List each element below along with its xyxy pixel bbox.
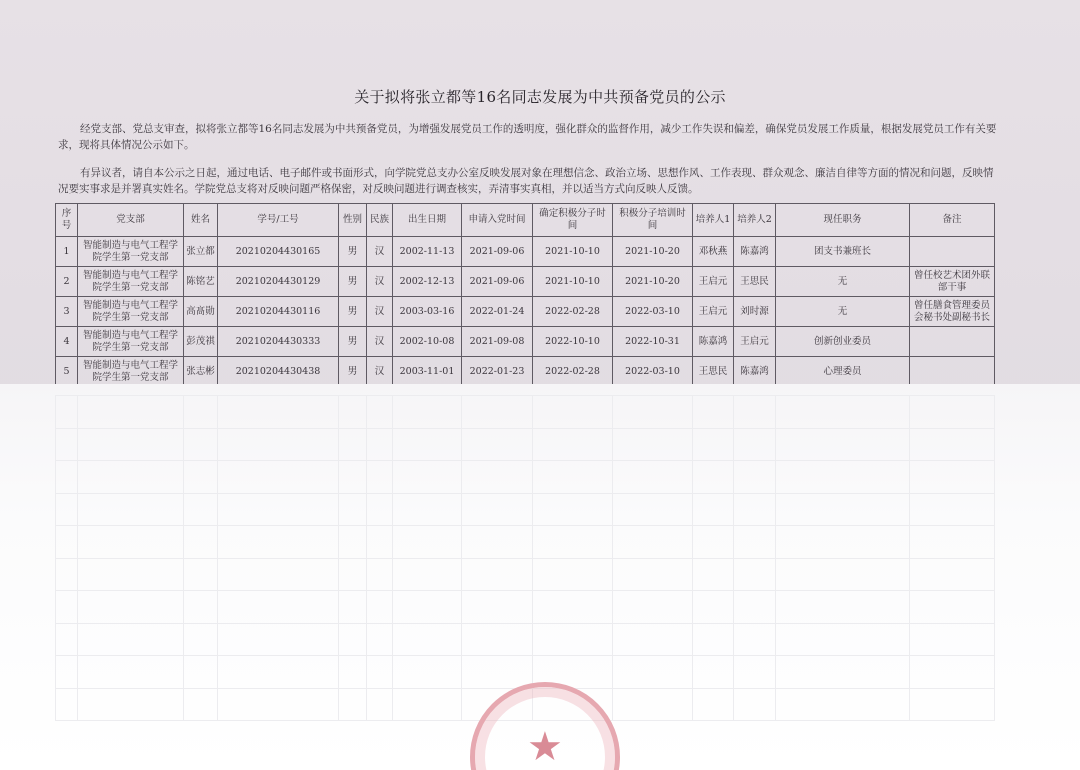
- faded-cell: [339, 526, 367, 559]
- cell-id: 20210204430116: [218, 297, 339, 327]
- faded-row: [56, 428, 995, 461]
- cell-gender: 男: [339, 237, 367, 267]
- faded-cell: [910, 688, 995, 721]
- cell-index: 5: [56, 357, 78, 387]
- cell-position: 团支书兼班长: [776, 237, 910, 267]
- faded-cell: [218, 591, 339, 624]
- faded-cell: [78, 526, 184, 559]
- cell-mentor1: 陈嘉鸿: [693, 327, 734, 357]
- faded-cell: [56, 526, 78, 559]
- faded-cell: [693, 428, 734, 461]
- faded-cell: [910, 493, 995, 526]
- cell-training-date: 2021-10-20: [613, 267, 693, 297]
- cell-birthdate: 2003-11-01: [393, 357, 462, 387]
- faded-cell: [184, 688, 218, 721]
- cell-activist-date: 2022-10-10: [533, 327, 613, 357]
- faded-cell: [776, 428, 910, 461]
- cell-ethnicity: 汉: [367, 357, 393, 387]
- faded-cell: [339, 461, 367, 494]
- faded-cell: [339, 688, 367, 721]
- cell-ethnicity: 汉: [367, 237, 393, 267]
- faded-cell: [776, 623, 910, 656]
- faded-cell: [734, 558, 776, 591]
- cell-activist-date: 2022-02-28: [533, 297, 613, 327]
- faded-cell: [184, 623, 218, 656]
- faded-cell: [78, 623, 184, 656]
- faded-cell: [78, 656, 184, 689]
- faded-row: [56, 591, 995, 624]
- candidate-table: [55, 203, 995, 387]
- faded-cell: [339, 428, 367, 461]
- faded-cell: [393, 688, 462, 721]
- faded-cell: [78, 591, 184, 624]
- cell-apply-date: 2021-09-06: [462, 237, 533, 267]
- faded-cell: [339, 558, 367, 591]
- faded-cell: [693, 656, 734, 689]
- faded-cell: [393, 526, 462, 559]
- cell-branch: 智能制造与电气工程学院学生第一党支部: [78, 357, 184, 387]
- faded-cell: [218, 428, 339, 461]
- cell-training-date: 2022-10-31: [613, 327, 693, 357]
- faded-cell: [462, 461, 533, 494]
- faded-cell: [393, 428, 462, 461]
- faded-cell: [776, 396, 910, 429]
- table-row: [56, 267, 995, 297]
- cell-remarks: [910, 327, 995, 357]
- faded-cell: [367, 591, 393, 624]
- cell-branch: 智能制造与电气工程学院学生第一党支部: [78, 267, 184, 297]
- faded-cell: [218, 623, 339, 656]
- faded-cell: [910, 623, 995, 656]
- cell-index: 4: [56, 327, 78, 357]
- cell-mentor1: 王启元: [693, 267, 734, 297]
- cell-training-date: 2022-03-10: [613, 357, 693, 387]
- intro-paragraph: 经党支部、党总支审查，拟将张立都等16名同志发展为中共预备党员，为增强发展党员工作的透明度，强化群众的监督作用，减少工作失误和偏差，确保党员发展工作质量，根据发展党员工作有关要求，现将具体情况公示如下。: [58, 123, 997, 151]
- cell-apply-date: 2021-09-06: [462, 267, 533, 297]
- header-ethnicity: 民族: [367, 204, 393, 237]
- cell-position: 无: [776, 267, 910, 297]
- faded-cell: [393, 493, 462, 526]
- faded-cell: [462, 526, 533, 559]
- faded-cell: [78, 428, 184, 461]
- faded-cell: [613, 428, 693, 461]
- faded-cell: [734, 461, 776, 494]
- faded-cell: [910, 396, 995, 429]
- faded-cell: [734, 623, 776, 656]
- faded-cell: [776, 558, 910, 591]
- faded-cell: [613, 526, 693, 559]
- faded-table-lines: [55, 395, 995, 721]
- header-training-date: 积极分子培训时间: [613, 204, 693, 237]
- faded-cell: [462, 656, 533, 689]
- header-index: 序号: [56, 204, 78, 237]
- faded-cell: [56, 688, 78, 721]
- cell-position: 无: [776, 297, 910, 327]
- faded-cell: [734, 493, 776, 526]
- header-gender: 性别: [339, 204, 367, 237]
- faded-cell: [78, 688, 184, 721]
- faded-cell: [776, 493, 910, 526]
- faded-cell: [367, 688, 393, 721]
- header-branch: 党支部: [78, 204, 184, 237]
- faded-cell: [910, 558, 995, 591]
- faded-cell: [78, 493, 184, 526]
- faded-row: [56, 623, 995, 656]
- cell-birthdate: 2002-10-08: [393, 327, 462, 357]
- faded-cell: [533, 396, 613, 429]
- faded-cell: [776, 656, 910, 689]
- faded-cell: [462, 623, 533, 656]
- faded-cell: [367, 461, 393, 494]
- cell-name: 陈铭艺: [184, 267, 218, 297]
- table-header-row: [56, 204, 995, 237]
- cell-activist-date: 2021-10-10: [533, 237, 613, 267]
- faded-cell: [776, 688, 910, 721]
- cell-branch: 智能制造与电气工程学院学生第一党支部: [78, 237, 184, 267]
- table-row: [56, 297, 995, 327]
- faded-cell: [462, 558, 533, 591]
- cell-mentor1: 王思民: [693, 357, 734, 387]
- faded-cell: [693, 623, 734, 656]
- cell-name: 张立都: [184, 237, 218, 267]
- faded-row: [56, 526, 995, 559]
- faded-cell: [184, 493, 218, 526]
- header-position: 现任职务: [776, 204, 910, 237]
- faded-cell: [218, 396, 339, 429]
- faded-cell: [613, 461, 693, 494]
- header-birthdate: 出生日期: [393, 204, 462, 237]
- faded-cell: [613, 623, 693, 656]
- faded-cell: [776, 526, 910, 559]
- faded-cell: [533, 428, 613, 461]
- cell-mentor2: 刘时源: [734, 297, 776, 327]
- table-row: [56, 357, 995, 387]
- cell-gender: 男: [339, 357, 367, 387]
- faded-cell: [533, 623, 613, 656]
- faded-cell: [393, 396, 462, 429]
- table-row: [56, 327, 995, 357]
- cell-apply-date: 2022-01-24: [462, 297, 533, 327]
- faded-cell: [693, 591, 734, 624]
- faded-cell: [533, 526, 613, 559]
- faded-cell: [56, 656, 78, 689]
- faded-cell: [184, 558, 218, 591]
- cell-branch: 智能制造与电气工程学院学生第一党支部: [78, 297, 184, 327]
- faded-cell: [218, 461, 339, 494]
- cell-ethnicity: 汉: [367, 327, 393, 357]
- faded-cell: [910, 526, 995, 559]
- faded-cell: [613, 558, 693, 591]
- faded-cell: [367, 493, 393, 526]
- faded-cell: [776, 461, 910, 494]
- faded-cell: [776, 591, 910, 624]
- faded-cell: [78, 396, 184, 429]
- faded-cell: [533, 493, 613, 526]
- header-mentor2: 培养人2: [734, 204, 776, 237]
- faded-cell: [393, 461, 462, 494]
- cell-ethnicity: 汉: [367, 297, 393, 327]
- faded-cell: [218, 558, 339, 591]
- faded-cell: [734, 688, 776, 721]
- cell-activist-date: 2021-10-10: [533, 267, 613, 297]
- cell-id: 20210204430438: [218, 357, 339, 387]
- cell-index: 1: [56, 237, 78, 267]
- cell-birthdate: 2002-12-13: [393, 267, 462, 297]
- faded-cell: [56, 428, 78, 461]
- objection-paragraph: 有异议者，请自本公示之日起，通过电话、电子邮件或书面形式，向学院党总支办公室反映发展对象在理想信念、政治立场、思想作风、工作表现、群众观念、廉洁自律等方面的情况和问题，反映情况要实事求是并署真实姓名。学院党总支将对反映问题严格保密，对反映问题进行调查核实，弄清事实真相，并以适当方式向反映人反馈。: [58, 167, 994, 195]
- faded-row: [56, 396, 995, 429]
- faded-cell: [184, 428, 218, 461]
- faded-row: [56, 461, 995, 494]
- cell-ethnicity: 汉: [367, 267, 393, 297]
- cell-remarks: [910, 237, 995, 267]
- faded-cell: [693, 558, 734, 591]
- faded-cell: [367, 656, 393, 689]
- cell-birthdate: 2003-03-16: [393, 297, 462, 327]
- faded-cell: [462, 493, 533, 526]
- cell-training-date: 2021-10-20: [613, 237, 693, 267]
- faded-cell: [78, 461, 184, 494]
- faded-cell: [339, 656, 367, 689]
- faded-cell: [339, 493, 367, 526]
- faded-cell: [393, 591, 462, 624]
- cell-mentor2: 王启元: [734, 327, 776, 357]
- faded-cell: [613, 396, 693, 429]
- faded-cell: [184, 591, 218, 624]
- cell-mentor1: 王启元: [693, 297, 734, 327]
- faded-row: [56, 558, 995, 591]
- cell-activist-date: 2022-02-28: [533, 357, 613, 387]
- cell-position: 创新创业委员: [776, 327, 910, 357]
- faded-cell: [56, 623, 78, 656]
- cell-index: 2: [56, 267, 78, 297]
- faded-cell: [613, 591, 693, 624]
- faded-cell: [56, 493, 78, 526]
- faded-cell: [462, 591, 533, 624]
- faded-cell: [693, 461, 734, 494]
- faded-cell: [693, 688, 734, 721]
- faded-cell: [393, 623, 462, 656]
- cell-apply-date: 2022-01-23: [462, 357, 533, 387]
- faded-cell: [367, 428, 393, 461]
- cell-remarks: 曾任膳食管理委员会秘书处副秘书长: [910, 297, 995, 327]
- cell-mentor2: 陈嘉鸿: [734, 237, 776, 267]
- header-id: 学号/工号: [218, 204, 339, 237]
- faded-cell: [367, 526, 393, 559]
- header-remarks: 备注: [910, 204, 995, 237]
- faded-cell: [910, 461, 995, 494]
- faded-cell: [533, 558, 613, 591]
- faded-cell: [613, 656, 693, 689]
- faded-cell: [56, 461, 78, 494]
- faded-cell: [56, 591, 78, 624]
- faded-cell: [184, 396, 218, 429]
- cell-gender: 男: [339, 297, 367, 327]
- faded-cell: [910, 591, 995, 624]
- faded-cell: [393, 656, 462, 689]
- faded-cell: [462, 428, 533, 461]
- header-mentor1: 培养人1: [693, 204, 734, 237]
- faded-cell: [613, 688, 693, 721]
- cell-name: 张志彬: [184, 357, 218, 387]
- faded-cell: [78, 558, 184, 591]
- faded-cell: [462, 396, 533, 429]
- faded-cell: [910, 656, 995, 689]
- faded-cell: [184, 461, 218, 494]
- cell-mentor1: 邓秋燕: [693, 237, 734, 267]
- cell-remarks: 曾任校艺术团外联部干事: [910, 267, 995, 297]
- cell-id: 20210204430129: [218, 267, 339, 297]
- faded-cell: [184, 656, 218, 689]
- faded-cell: [734, 526, 776, 559]
- faded-cell: [734, 428, 776, 461]
- cell-remarks: [910, 357, 995, 387]
- faded-cell: [533, 591, 613, 624]
- table-row: [56, 237, 995, 267]
- faded-cell: [367, 396, 393, 429]
- document-title: 关于拟将张立都等16名同志发展为中共预备党员的公示: [354, 88, 726, 106]
- faded-cell: [218, 493, 339, 526]
- faded-cell: [910, 428, 995, 461]
- faded-cell: [693, 396, 734, 429]
- faded-cell: [218, 656, 339, 689]
- faded-cell: [339, 623, 367, 656]
- faded-cell: [218, 688, 339, 721]
- faded-cell: [393, 558, 462, 591]
- header-activist-date: 确定积极分子时间: [533, 204, 613, 237]
- faded-cell: [367, 623, 393, 656]
- header-name: 姓名: [184, 204, 218, 237]
- faded-cell: [734, 656, 776, 689]
- cell-name: 高髙勋: [184, 297, 218, 327]
- faded-cell: [613, 493, 693, 526]
- cell-apply-date: 2021-09-08: [462, 327, 533, 357]
- faded-cell: [734, 396, 776, 429]
- cell-branch: 智能制造与电气工程学院学生第一党支部: [78, 327, 184, 357]
- cell-birthdate: 2002-11-13: [393, 237, 462, 267]
- cell-name: 彭茂祺: [184, 327, 218, 357]
- faded-cell: [184, 526, 218, 559]
- faded-cell: [533, 461, 613, 494]
- header-apply-date: 申请入党时间: [462, 204, 533, 237]
- cell-id: 20210204430333: [218, 327, 339, 357]
- cell-index: 3: [56, 297, 78, 327]
- faded-cell: [56, 558, 78, 591]
- cell-id: 20210204430165: [218, 237, 339, 267]
- faded-cell: [734, 591, 776, 624]
- faded-cell: [367, 558, 393, 591]
- seal-emblem-icon: ★: [527, 724, 563, 770]
- faded-row: [56, 656, 995, 689]
- faded-cell: [693, 493, 734, 526]
- faded-cell: [693, 526, 734, 559]
- cell-position: 心理委员: [776, 357, 910, 387]
- faded-cell: [339, 396, 367, 429]
- faded-cell: [56, 396, 78, 429]
- cell-mentor2: 王思民: [734, 267, 776, 297]
- cell-training-date: 2022-03-10: [613, 297, 693, 327]
- cell-gender: 男: [339, 267, 367, 297]
- faded-row: [56, 493, 995, 526]
- faded-cell: [339, 591, 367, 624]
- cell-mentor2: 陈嘉鸿: [734, 357, 776, 387]
- faded-cell: [218, 526, 339, 559]
- cell-gender: 男: [339, 327, 367, 357]
